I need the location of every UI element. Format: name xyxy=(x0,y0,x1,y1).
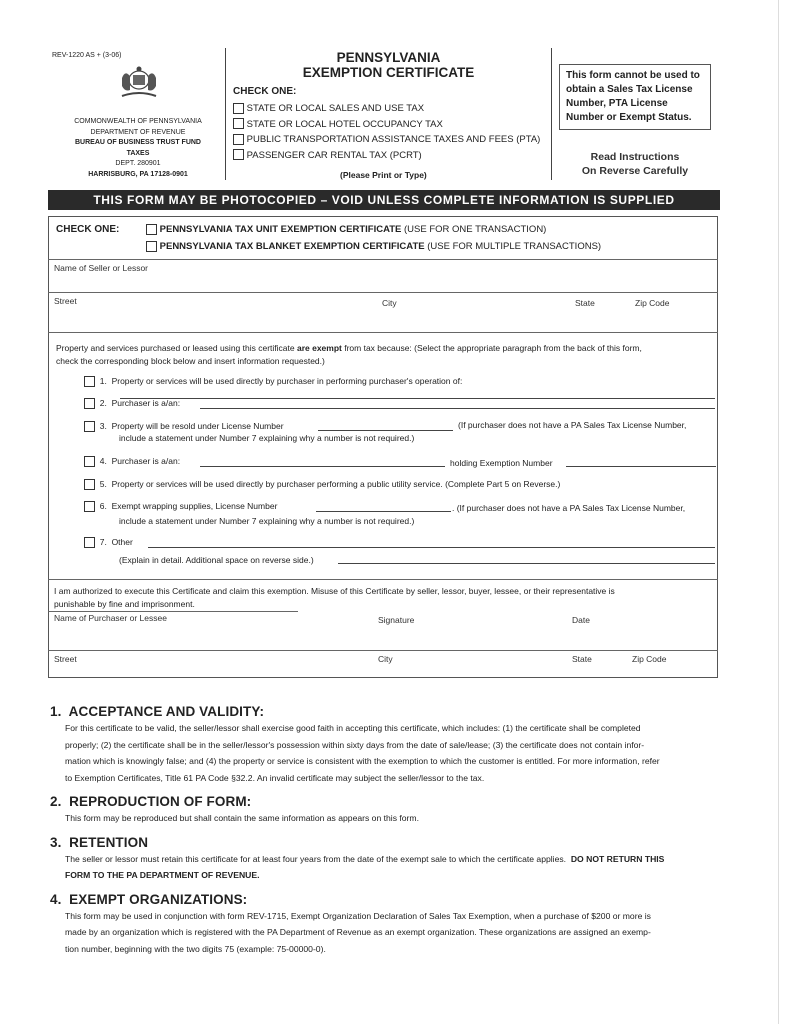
section-line: tion number, beginning with the two digits 75 (example: 75-00000-0). xyxy=(65,943,326,954)
section-heading xyxy=(50,794,722,809)
item-text: Exempt wrapping supplies, License Number xyxy=(111,501,278,511)
section-title: REPRODUCTION OF FORM: xyxy=(69,794,252,809)
agency-block xyxy=(64,117,212,180)
section-line: to Exemption Certificates, Title 61 PA Code §32.2. An invalid certificate may subject the seller/lessor to the tax. xyxy=(65,772,485,783)
reason-item-1 xyxy=(84,376,462,387)
section-num: 4. xyxy=(50,891,62,907)
reason-item-2 xyxy=(84,398,180,409)
section-line: For this certificate to be valid, the seller/lessor shall exercise good faith in accepting this certificate, which includes: (1) the certificate shall be completed xyxy=(65,723,641,733)
tax-option-label: STATE OR LOCAL HOTEL OCCUPANCY TAX xyxy=(246,118,443,130)
tax-option-label: PASSENGER CAR RENTAL TAX (PCRT) xyxy=(246,149,422,161)
section-line-text: The seller or lessor must retain this certificate for at least four years from the date of the exempt sale to which the certificate applies. xyxy=(65,853,567,864)
tax-type-options xyxy=(233,101,540,163)
tax-option-label: PUBLIC TRANSPORTATION ASSISTANCE TAXES AND FEES (PTA) xyxy=(246,134,541,145)
checkbox[interactable] xyxy=(84,501,95,512)
cert-blanket-note: (USE FOR MULTIPLE TRANSACTIONS) xyxy=(427,241,602,253)
item-3-note: (If purchaser does not have a PA Sales Tax License Number, xyxy=(458,420,687,430)
section-line: This form may be used in conjunction with form REV-1715, Exempt Organization Declaration of Sales Tax Exemption, when a purchase of $200 or more is xyxy=(65,910,651,921)
section-acceptance xyxy=(50,704,722,786)
seller-address-field[interactable] xyxy=(48,307,718,329)
notice-box: This form cannot be used to obtain a Sales Tax License Number, PTA License Number or Exempt Status. xyxy=(559,64,711,130)
reason-item-4 xyxy=(84,456,180,467)
seller-name-field[interactable] xyxy=(48,273,718,291)
item-4-exemption-field[interactable] xyxy=(566,466,716,467)
tax-type-label: CHECK ONE: xyxy=(233,86,297,97)
checkbox[interactable] xyxy=(84,376,95,387)
checkbox[interactable] xyxy=(233,118,244,129)
section-reproduction xyxy=(50,794,722,827)
purchaser-signature-field[interactable] xyxy=(48,625,718,647)
item-num: 2. xyxy=(99,398,107,408)
item-4-note: holding Exemption Number xyxy=(450,458,553,468)
item-6-note2: include a statement under Number 7 explaining why a number is not required.) xyxy=(119,516,415,526)
reason-intro-text: from tax because: (Select the appropriate paragraph from the back of this form, xyxy=(341,343,642,353)
purchaser-address-field[interactable] xyxy=(48,664,718,676)
purchaser-street-label: Street xyxy=(54,654,77,664)
authorization-text xyxy=(54,585,714,610)
agency-line: HARRISBURG, PA 17128-0901 xyxy=(88,170,188,178)
item-4-field[interactable] xyxy=(200,466,445,467)
checkbox[interactable] xyxy=(233,149,244,160)
title-line: EXEMPTION CERTIFICATE xyxy=(302,65,475,80)
reason-item-3 xyxy=(84,420,284,433)
section-line: mation which is knowingly false; and (4) the property or service is consistent with the exemption to which the customer is entitled. For more information, refer xyxy=(65,756,660,766)
date-label: Date xyxy=(572,615,590,625)
seller-name-label: Name of Seller or Lessor xyxy=(54,263,149,273)
read-instructions xyxy=(560,150,710,178)
section-line: made by an organization which is registered with the PA Department of Revenue as an exempt organization. These organizations are assigned an exemp- xyxy=(65,927,651,937)
section-body xyxy=(50,851,722,884)
item-num: 5. xyxy=(99,479,107,489)
section-body xyxy=(50,720,722,786)
item-text: Purchaser is a/an: xyxy=(111,398,181,408)
reason-intro-bold: are exempt xyxy=(296,343,342,353)
authorization-line: punishable by fine and imprisonment. xyxy=(54,598,195,609)
tax-option[interactable] xyxy=(233,117,540,133)
reason-item-5 xyxy=(84,479,560,490)
tax-option-label: STATE OR LOCAL SALES AND USE TAX xyxy=(246,103,425,114)
section-retention xyxy=(50,835,722,884)
form-id: REV-1220 AS + (3-06) xyxy=(52,52,122,59)
purchaser-zip-label: Zip Code xyxy=(632,654,667,664)
section-line xyxy=(65,851,722,868)
cert-unit-note: (USE FOR ONE TRANSACTION) xyxy=(404,224,547,236)
checkbox[interactable] xyxy=(84,421,95,432)
seller-state-label: State xyxy=(575,298,595,308)
section-heading xyxy=(50,835,722,850)
item-7-field[interactable] xyxy=(148,547,715,548)
seller-city-label: City xyxy=(382,298,397,308)
title-line: PENNSYLVANIA xyxy=(336,50,441,65)
checkbox[interactable] xyxy=(84,537,95,548)
section-title: EXEMPT ORGANIZATIONS: xyxy=(69,891,248,907)
reason-item-6 xyxy=(84,501,277,512)
agency-line: DEPARTMENT OF REVENUE xyxy=(90,128,186,136)
authorization-line: I am authorized to execute this Certificate and claim this exemption. Misuse of this Certificate by seller, lessor, buyer, lessee, or their representative is xyxy=(54,586,615,596)
item-1-line-field[interactable] xyxy=(120,398,715,399)
section-exempt-orgs xyxy=(50,892,722,958)
section-body xyxy=(50,810,722,827)
cert-blanket-option[interactable] xyxy=(146,241,601,252)
item-3-note2: include a statement under Number 7 explaining why a number is not required.) xyxy=(119,433,415,443)
item-7-field-2[interactable] xyxy=(338,563,715,564)
agency-line: DEPT. 280901 xyxy=(115,160,161,167)
item-num: 1. xyxy=(99,376,107,386)
section-body xyxy=(50,908,722,958)
checkbox[interactable] xyxy=(233,103,244,114)
purchaser-state-label: State xyxy=(572,654,592,664)
cert-unit-option[interactable] xyxy=(146,224,546,235)
section-bold-text: DO NOT RETURN THIS xyxy=(570,853,665,864)
cert-unit-label: PENNSYLVANIA TAX UNIT EXEMPTION CERTIFICATE xyxy=(159,224,402,236)
item-num: 6. xyxy=(99,501,107,511)
reason-intro-line2: check the corresponding block below and insert information requested.) xyxy=(56,355,325,366)
item-text: Other xyxy=(111,537,133,547)
read-instructions-line: Read Instructions xyxy=(590,151,680,163)
signature-label: Signature xyxy=(378,615,415,625)
section-line: This form may be reproduced but shall contain the same information as appears on this form. xyxy=(65,813,419,823)
item-3-license-field[interactable] xyxy=(318,430,453,431)
agency-line: BUREAU OF BUSINESS TRUST FUND TAXES xyxy=(74,139,201,157)
item-7-note: (Explain in detail. Additional space on reverse side.) xyxy=(119,555,314,565)
purchaser-city-label: City xyxy=(378,654,393,664)
item-text: Property or services will be used directly by purchaser performing a public utility service. (Complete Part 5 on Reverse.) xyxy=(111,479,561,489)
photocopy-banner: THIS FORM MAY BE PHOTOCOPIED – VOID UNLESS COMPLETE INFORMATION IS SUPPLIED xyxy=(48,190,720,210)
item-num: 7. xyxy=(99,537,107,547)
cert-blanket-label: PENNSYLVANIA TAX BLANKET EXEMPTION CERTIFICATE xyxy=(159,241,425,253)
seller-street-label: Street xyxy=(54,296,77,306)
print-note: (Please Print or Type) xyxy=(340,170,427,180)
section-heading xyxy=(50,704,722,719)
cert-type-label: CHECK ONE: xyxy=(56,224,120,235)
item-text: Purchaser is a/an: xyxy=(111,456,181,466)
section-num: 3. xyxy=(50,834,62,850)
section-line: properly; (2) the certificate shall be in the seller/lessor's possession within sixty days from the date of sale/lease; (3) the certificate does not contain infor- xyxy=(65,739,645,750)
reason-intro-text: Property and services purchased or leased using this certificate xyxy=(56,343,297,353)
item-6-note: . (If purchaser does not have a PA Sales Tax License Number, xyxy=(452,503,686,513)
read-instructions-line: On Reverse Carefully xyxy=(581,165,689,177)
item-num: 3. xyxy=(99,421,107,431)
purchaser-name-label: Name of Purchaser or Lessee xyxy=(54,613,167,623)
item-text: Property or services will be used directly by purchaser in performing purchaser's operation of: xyxy=(111,376,463,386)
agency-line: COMMONWEALTH OF PENNSYLVANIA xyxy=(74,118,202,125)
item-6-license-field[interactable] xyxy=(316,511,451,512)
item-2-field[interactable] xyxy=(200,408,715,409)
tax-option[interactable] xyxy=(233,148,540,164)
checkbox[interactable] xyxy=(146,224,157,235)
section-title: ACCEPTANCE AND VALIDITY: xyxy=(68,704,265,719)
instructions xyxy=(50,704,722,957)
checkbox[interactable] xyxy=(84,398,95,409)
item-num: 4. xyxy=(99,456,107,466)
tax-option[interactable] xyxy=(233,132,540,148)
section-num: 1. xyxy=(50,704,62,719)
checkbox[interactable] xyxy=(84,479,95,490)
checkbox[interactable] xyxy=(84,456,95,467)
section-num: 2. xyxy=(50,794,62,809)
reason-intro xyxy=(56,342,716,367)
checkbox[interactable] xyxy=(146,241,157,252)
section-line: FORM TO THE PA DEPARTMENT OF REVENUE. xyxy=(65,870,260,880)
seller-zip-label: Zip Code xyxy=(635,298,670,308)
pa-seal-icon xyxy=(116,66,162,102)
reason-item-7 xyxy=(84,537,133,548)
page-title xyxy=(226,50,551,80)
tax-option[interactable] xyxy=(233,101,540,117)
checkbox[interactable] xyxy=(233,134,244,145)
section-title: RETENTION xyxy=(69,834,149,850)
item-text: Property will be resold under License Number xyxy=(111,421,284,431)
section-heading xyxy=(50,892,722,907)
